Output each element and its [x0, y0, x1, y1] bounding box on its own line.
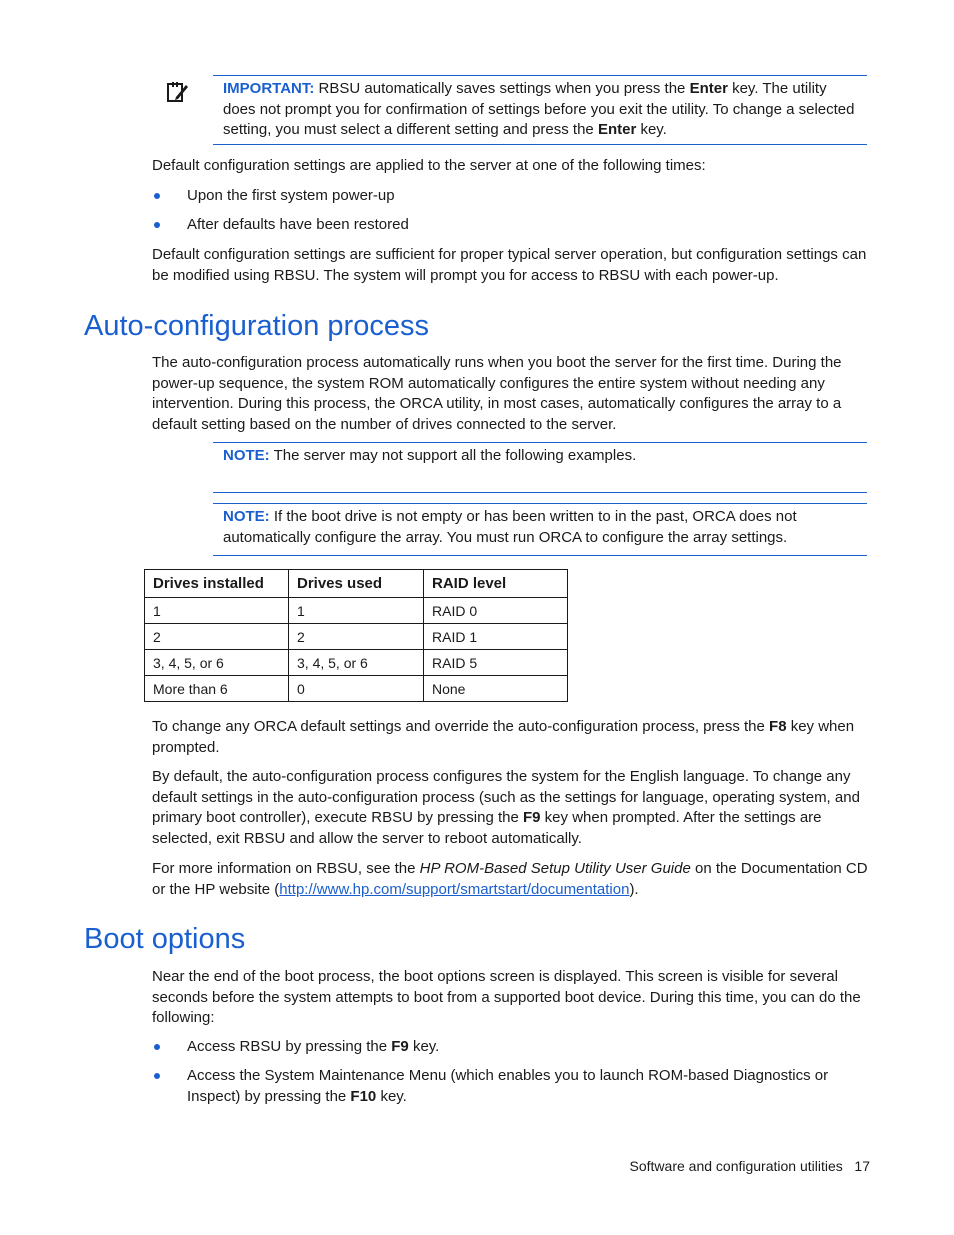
important-text-2: key. The utility does not prompt you for confirmation of settings before you exit the utility. To change a selected setting, you must select a different setting and press the [223, 80, 855, 138]
table-cell: More than 6 [145, 676, 289, 702]
bullet-1-text-b: key. [408, 1038, 440, 1055]
list-item-text [187, 1037, 872, 1058]
list-item-text [187, 1066, 872, 1107]
table-cell: 1 [145, 598, 289, 624]
documentation-link[interactable]: http://www.hp.com/support/smartstart/documentation [279, 880, 630, 898]
user-guide-title: HP ROM-Based Setup Utility User Guide [419, 860, 691, 877]
para-3-text-a: By default, the auto-configuration process configures the system for the English language. To change any default settings in the auto-configuration process (such as the settings for language, operating system, and primary boot controller), execute RBSU by pressing the [152, 768, 860, 826]
auto-config-paragraph-2 [152, 717, 872, 758]
bullet-1-text-a: Access RBSU by pressing the [187, 1038, 392, 1055]
table-header-row [145, 570, 568, 598]
bullet-1-key: F9 [391, 1038, 409, 1055]
table-cell: 1 [289, 598, 424, 624]
bullet-2-key: F10 [350, 1087, 377, 1105]
note-1-top-rule [213, 442, 867, 443]
bullet-icon [154, 193, 160, 199]
important-note-icon [166, 80, 190, 104]
table-cell: RAID 1 [424, 624, 568, 650]
raid-table [144, 569, 568, 702]
footer-section: Software and configuration utilities [629, 1158, 843, 1174]
list-item-text: Upon the first system power-up [187, 187, 395, 204]
note-2-bottom-rule [213, 555, 867, 556]
para-3-key: F9 [523, 809, 541, 826]
table-cell: 3, 4, 5, or 6 [145, 650, 289, 676]
important-top-rule [213, 75, 867, 76]
note-2-label: NOTE: [223, 508, 270, 525]
note-1-text: The server may not support all the following examples. [269, 447, 637, 464]
table-header-cell: Drives installed [145, 570, 289, 598]
auto-config-paragraph-3 [152, 767, 872, 849]
note-2 [223, 507, 863, 548]
note-1-bottom-rule [213, 492, 867, 493]
table-cell: RAID 0 [424, 598, 568, 624]
para-4-text-c: ). [629, 880, 639, 898]
boot-options-paragraph-1: Near the end of the boot process, the boot options screen is displayed. This screen is visible for several seconds before the system attempts to boot from a supported boot device. During this time, you can do the following: [152, 968, 861, 1026]
table-row [145, 598, 568, 624]
table-row [145, 650, 568, 676]
bullet-icon [154, 222, 160, 228]
table-cell: None [424, 676, 568, 702]
bullet-2-text-a: Access the System Maintenance Menu (which enables you to launch ROM-based Diagnostics or Inspect) by pressing the [187, 1067, 829, 1105]
auto-config-paragraph-4 [152, 859, 872, 900]
important-callout [223, 79, 863, 141]
intro-paragraph-1: Default configuration settings are applied to the server at one of the following times: [152, 157, 706, 174]
para-2-text-b: key when prompted. [152, 718, 855, 756]
important-key-2: Enter [597, 121, 637, 138]
important-text-3: key. [636, 121, 667, 138]
bullet-icon [154, 1073, 160, 1079]
para-2-key: F8 [769, 718, 787, 735]
table-cell: 3, 4, 5, or 6 [289, 650, 424, 676]
auto-config-heading: Auto-configuration process [84, 310, 429, 342]
para-3-text-b: key when prompted. After the settings are selected, exit RBSU and allow the server to reboot automatically. [152, 809, 822, 847]
intro-paragraph-2: Default configuration settings are sufficient for proper typical server operation, but configuration settings can be modified using RBSU. The system will prompt you for access to RBSU with each power-up. [152, 246, 867, 284]
note-1-label: NOTE: [223, 447, 270, 464]
page-footer [630, 1158, 870, 1174]
list-item-text: After defaults have been restored [187, 216, 409, 233]
bullet-2-text-b: key. [376, 1087, 407, 1105]
table-header-cell: Drives used [289, 570, 424, 598]
table-header-cell: RAID level [424, 570, 568, 598]
bullet-icon [154, 1044, 160, 1050]
important-text-1: RBSU automatically saves settings when you press the [314, 80, 690, 97]
table-cell: 2 [289, 624, 424, 650]
page-number: 17 [854, 1158, 870, 1174]
para-2-text-a: To change any ORCA default settings and override the auto-configuration process, press the [152, 718, 770, 735]
boot-options-heading: Boot options [84, 923, 246, 955]
auto-config-paragraph-1: The auto-configuration process automatically runs when you boot the server for the first time. During the power-up sequence, the system ROM automatically configures the entire system without needing any intervention. During this process, the ORCA utility, in most cases, automatically configures the array to a default setting based on the number of drives connected to the server. [152, 354, 842, 433]
important-label: IMPORTANT: [223, 80, 315, 97]
important-bottom-rule [213, 144, 867, 145]
table-cell: RAID 5 [424, 650, 568, 676]
para-4-text-a: For more information on RBSU, see the [152, 860, 420, 877]
table-row [145, 676, 568, 702]
note-1 [223, 446, 863, 467]
note-2-text: If the boot drive is not empty or has been written to in the past, ORCA does not automatically configure the array. You must run ORCA to configure the array settings. [223, 508, 797, 546]
table-cell: 2 [145, 624, 289, 650]
para-4-text-b: on the Documentation CD or the HP website ( [152, 860, 868, 898]
note-2-top-rule [213, 503, 867, 504]
important-key-1: Enter [689, 80, 728, 97]
table-cell: 0 [289, 676, 424, 702]
table-row [145, 624, 568, 650]
